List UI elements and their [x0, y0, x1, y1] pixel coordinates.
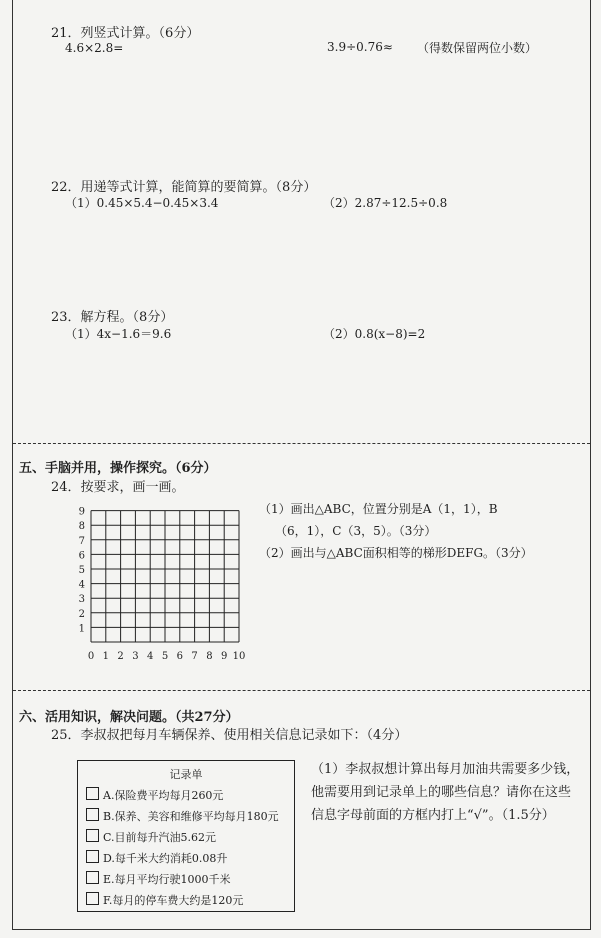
x-tick-label: 3	[132, 651, 139, 662]
q23-part1: （1）4x−1.6＝9.6	[65, 327, 172, 341]
x-tick-label: 2	[117, 651, 124, 662]
q25-part1: （1）李叔叔想计算出每月加油共需要多少钱，他需要用到记录单上的哪些信息？请你在这些信息字母前面的方框内打上“√”。（1.5分）	[311, 762, 580, 823]
q23-title: 23．解方程。（8分）	[51, 310, 174, 325]
q24-title: 24．按要求，画一画。	[51, 480, 185, 495]
record-checkbox[interactable]	[86, 787, 99, 800]
record-item: A.保险费平均每月260元	[86, 785, 279, 806]
record-sheet-title: 记录单	[169, 768, 203, 781]
q21-left-expression: 4.6×2.8=	[65, 41, 124, 55]
x-tick-label: 0	[87, 651, 95, 662]
y-tick-label: 2	[78, 608, 85, 620]
record-sheet	[77, 760, 295, 912]
x-tick-label: 9	[221, 651, 228, 662]
q24-part1-line2: （6，1），C（3，5）。（3分）	[275, 524, 437, 538]
x-tick-label: 8	[206, 651, 213, 662]
record-checkbox[interactable]	[86, 850, 99, 863]
y-tick-label: 4	[78, 579, 85, 591]
record-checkbox[interactable]	[86, 829, 99, 842]
q24-part2: （2）画出与△ABC面积相等的梯形DEFG。（3分）	[259, 546, 533, 560]
record-item: D.每千米大约消耗0.08升	[86, 848, 279, 869]
record-checkbox[interactable]	[86, 892, 99, 905]
q21-right-expression: 3.9÷0.76≈	[327, 40, 393, 54]
section5-title: 五、手脑并用，操作探究。（6分）	[19, 461, 217, 476]
exam-page	[12, 0, 591, 930]
x-tick-label: 10	[232, 651, 246, 662]
coordinate-grid	[57, 500, 247, 670]
record-item: E.每月平均行驶1000千米	[86, 869, 279, 890]
record-checkbox[interactable]	[86, 871, 99, 884]
section-divider	[13, 443, 590, 444]
x-tick-label: 5	[161, 651, 169, 662]
y-tick-label: 6	[78, 550, 85, 562]
q21-title: 21．列竖式计算。（6分）	[51, 26, 200, 41]
y-tick-label: 8	[78, 521, 85, 533]
y-tick-label: 7	[78, 535, 85, 547]
record-item: F.每月的停车费大约是120元	[86, 890, 279, 911]
record-item: B.保养、美容和维修平均每月180元	[86, 806, 279, 827]
section-divider	[13, 690, 590, 691]
x-tick-label: 6	[176, 651, 183, 662]
x-tick-label: 7	[191, 651, 198, 662]
q25-title: 25．李叔叔把每月车辆保养、使用相关信息记录如下：（4分）	[51, 728, 408, 743]
section6-title: 六、活用知识，解决问题。（共27分）	[19, 710, 239, 725]
q23-part2: （2）0.8(x−8)=2	[323, 327, 426, 341]
y-tick-label: 3	[78, 594, 85, 606]
y-tick-label: 5	[78, 565, 85, 576]
q22-part1: （1）0.45×5.4−0.45×3.4	[65, 196, 219, 210]
record-item: C.目前每升汽油5.62元	[86, 827, 279, 848]
q21-note: （得数保留两位小数）	[417, 41, 538, 55]
q22-part2: （2）2.87÷12.5÷0.8	[323, 196, 448, 210]
y-tick-label: 9	[78, 506, 85, 518]
x-tick-label: 1	[102, 651, 109, 662]
x-tick-label: 4	[147, 651, 154, 662]
record-checkbox[interactable]	[86, 808, 99, 821]
q22-title: 22．用递等式计算，能简算的要简算。（8分）	[51, 180, 317, 195]
y-tick-label: 1	[78, 623, 85, 635]
q24-part1-line1: （1）画出△ABC，位置分别是A（1，1），B	[259, 502, 498, 516]
